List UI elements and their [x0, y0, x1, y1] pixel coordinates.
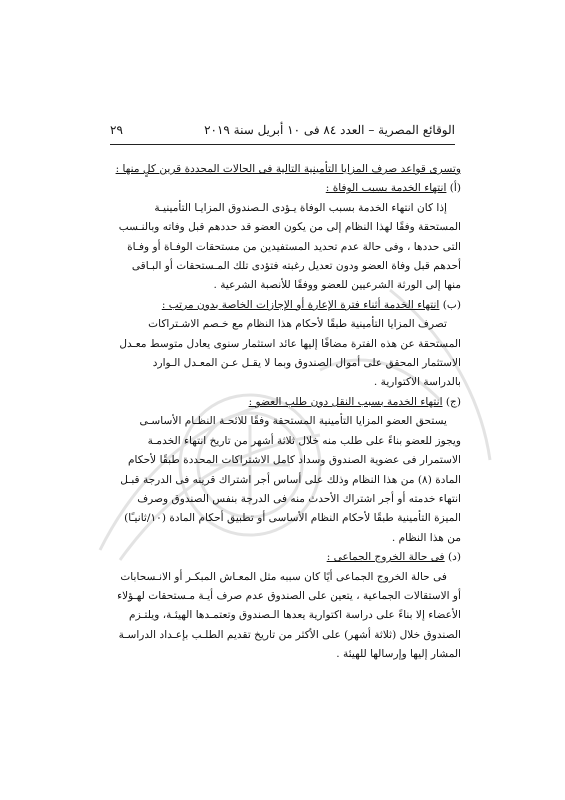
body-line: منها إلى الورثة الشرعيين للعضو ووفقًا للأنصبة الشرعية .	[213, 279, 461, 292]
header-title: الوقائع المصرية – العدد ٨٤ فى ١٠ أبريل سنة ٢٠١٩	[204, 123, 455, 137]
body-line: الميزة التأمينية طبقًا لأحكام النظام الأساسى أو تطبيق أحكام المادة (١٠/ثانيـًا)	[124, 512, 461, 525]
body-line: فى حالة الخروج الجماعى أيًا كان سببه مثل المعـاش المبكـر أو الانـسحابات	[120, 570, 447, 583]
body-line: بالدراسة الاكتوارية .	[373, 376, 461, 389]
body-line: الصندوق خلال (ثلاثة أشهر) على الأكثر من تاريخ تقديم الطلـب بإعـداد الدراسـة	[118, 628, 461, 641]
page-number: ٢٩	[110, 123, 123, 137]
section-title: انتهاء الخدمة بسبب النقل دون طلب العضو :	[248, 395, 443, 408]
section-heading	[104, 179, 461, 198]
intro-paragraph: وتسرى قواعد صرف المزايا التأمينية التالية فى الحالات المحددة قرين كلٍ منها :	[115, 163, 461, 175]
body-line: من هذا النظام .	[391, 531, 461, 544]
document-body	[104, 160, 461, 665]
section-title: انتهاء الخدمة أثناء فترة الإعارة أو الإجازات الخاصة بدون مرتب :	[161, 298, 440, 311]
section-label: (د)	[448, 551, 461, 564]
body-line: ويجوز للعضو بناءً على طلب منه خلال ثلاثة أشهر من تاريخ انتهاء الخدمـة	[147, 434, 461, 447]
section-heading	[104, 393, 461, 412]
body-line: المستحقة وفقًا لهذا النظام إلى من يكون العضو قد حددهم قبل وفاته وبالنـسب	[118, 221, 461, 234]
section-heading	[104, 548, 461, 567]
body-line: المستحقة عن هذه الفترة مضافًا إليها عائد استثمار سنوى يعادل متوسط معـدل	[119, 337, 461, 350]
body-line: المادة (٨) من هذا النظام وذلك على أساس أجر اشتراك قرينه فى الدرجة قبـل	[120, 473, 461, 486]
section-heading	[104, 296, 461, 315]
section-label: (ج)	[445, 395, 461, 408]
body-line: الاستمرار فى عضوية الصندوق وسداد كامل الاشتراكات المحددة طبقًا لأحكام	[127, 454, 461, 467]
body-line: التى حددها ، وفى حالة عدم تحديد المستفيدين من مستحقات الوفـاة أو وفـاة	[127, 240, 461, 253]
section-title: انتهاء الخدمة بسبب الوفاة :	[325, 182, 447, 195]
body-line: أحدهم قبل وفاة العضو ودون تعديل رغبته فتؤدى تلك المـستحقات أو البـاقى	[131, 260, 461, 273]
header-divider	[110, 144, 455, 145]
page-header	[110, 123, 455, 137]
body-line: الاستثمار المحقق على أموال الصندوق وبما لا يقـل عـن المعـدل الـوارد	[152, 357, 461, 370]
section-label: (أ)	[449, 182, 461, 195]
body-line: إذا كان انتهاء الخدمة بسبب الوفاة يـؤدى الـصندوق المزايـا التأمينيـة	[154, 201, 447, 214]
body-line: أو الاستقالات الجماعية ، يتعين على الصندوق عدم صرف أيـة مـستحقات لهـؤلاء	[117, 589, 461, 602]
body-line: المشار إليها وإرسالها للهيئة .	[336, 648, 461, 661]
body-line: يستحق العضو المزايا التأمينية المستحقة وفقًا للائحـة النظـام الأساسـى	[139, 415, 447, 428]
body-line: تصرف المزايا التأمينية طبقًا لأحكام هذا النظام مع خـصم الاشـتراكات	[148, 318, 447, 331]
section-title: فى حالة الخروج الجماعى :	[326, 551, 445, 564]
body-line: انتهاء خدمته أو أجر اشتراك الأحدث منه فى الدرجة بنفس الصندوق وصرف	[137, 492, 461, 505]
section-label: (ب)	[442, 298, 461, 311]
body-line: الأعضاء إلا بناءً على دراسة اكتوارية يعدها الـصندوق وتعتمـدها الهيئـة، ويلتـزم	[129, 609, 461, 622]
